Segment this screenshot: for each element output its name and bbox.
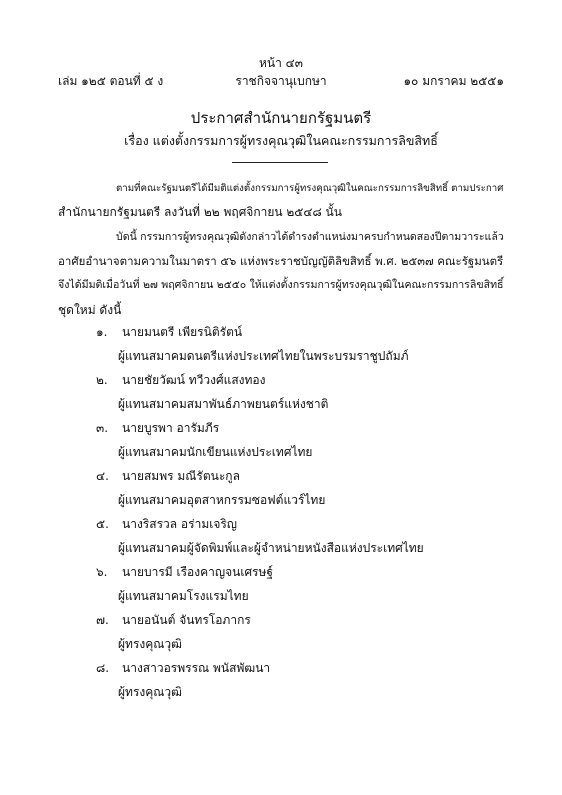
member-name: นายบารมี เรืองคาญจนเศรษฐ์ [122, 565, 274, 579]
member-name: นางริสรวล อร่ามเจริญ [122, 517, 238, 531]
member-number: ๓. [96, 421, 109, 435]
member-role: ผู้แทนสมาคมดนตรีแห่งประเทศไทยในพระบรมราชูปถัมภ์ [118, 349, 409, 363]
paragraph-2-line-4: ชุดใหม่ ดังนี้ [58, 303, 122, 317]
paragraph-1-line-2: สำนักนายกรัฐมนตรี ลงวันที่ ๒๒ พฤศจิกายน ๒๕๔๘ นั้น [58, 205, 342, 219]
member-name: นางสาวอรพรรณ พนัสพัฒนา [122, 661, 271, 675]
member-role: ผู้แทนสมาคมนักเขียนแห่งประเทศไทย [118, 445, 313, 459]
title-divider [232, 162, 328, 163]
member-name: นายสมพร มณีรัตนะกูล [122, 469, 240, 483]
paragraph-2-line-1: บัดนี้ กรรมการผู้ทรงคุณวุฒิดังกล่าวได้ดำรงตำแหน่งมาครบกำหนดสองปีตามวาระแล้ว [116, 231, 504, 243]
member-number: ๒. [96, 373, 108, 387]
page-number: หน้า ๔๓ [259, 56, 303, 70]
member-role: ผู้แทนสมาคมผู้จัดพิมพ์และผู้จำหน่ายหนังสือแห่งประเทศไทย [118, 541, 424, 555]
member-number: ๖. [96, 565, 108, 579]
member-number: ๗. [96, 613, 109, 627]
member-role: ผู้แทนสมาคมอุตสาหกรรมซอฟต์แวร์ไทย [118, 493, 326, 507]
gazette-name: ราชกิจจานุเบกษา [235, 74, 327, 88]
member-role: ผู้แทนสมาคมโรงแรมไทย [118, 589, 249, 603]
member-number: ๘. [96, 661, 110, 675]
gazette-date: ๑๐ มกราคม ๒๕๕๑ [403, 74, 504, 88]
member-name: นายบูรพา อารัมภีร [122, 421, 220, 435]
member-number: ๕. [96, 517, 109, 531]
announcement-title: ประกาศสำนักนายกรัฐมนตรี [190, 109, 372, 127]
member-role: ผู้แทนสมาคมสมาพันธ์ภาพยนตร์แห่งชาติ [118, 397, 329, 411]
member-number: ๑. [96, 325, 108, 339]
volume-issue: เล่ม ๑๒๕ ตอนที่ ๕ ง [58, 74, 164, 88]
paragraph-2-line-3: จึงได้มีมติเมื่อวันที่ ๒๗ พฤศจิกายน ๒๕๕๐ ให้แต่งตั้งกรรมการผู้ทรงคุณวุฒิในคณะกรรมการลิขสิทธิ์ [58, 279, 504, 291]
member-role: ผู้ทรงคุณวุฒิ [118, 637, 182, 651]
member-name: นายมนตรี เพียรนิติรัตน์ [122, 325, 243, 339]
announcement-subject: เรื่อง แต่งตั้งกรรมการผู้ทรงคุณวุฒิในคณะกรรมการลิขสิทธิ์ [124, 133, 438, 148]
member-name: นายชัยวัฒน์ ทวีวงศ์แสงทอง [122, 373, 266, 387]
paragraph-1-line-1: ตามที่คณะรัฐมนตรีได้มีมติแต่งตั้งกรรมการผู้ทรงคุณวุฒิในคณะกรรมการลิขสิทธิ์ ตามประกาศ [116, 183, 504, 194]
paragraph-2-line-2: อาศัยอำนาจตามความในมาตรา ๕๖ แห่งพระราชบัญญัติลิขสิทธิ์ พ.ศ. ๒๕๓๗ คณะรัฐมนตรี [58, 254, 504, 268]
member-number: ๔. [96, 469, 109, 483]
member-name: นายอนันต์ จันทรโอภากร [122, 613, 251, 627]
member-role: ผู้ทรงคุณวุฒิ [118, 685, 182, 699]
